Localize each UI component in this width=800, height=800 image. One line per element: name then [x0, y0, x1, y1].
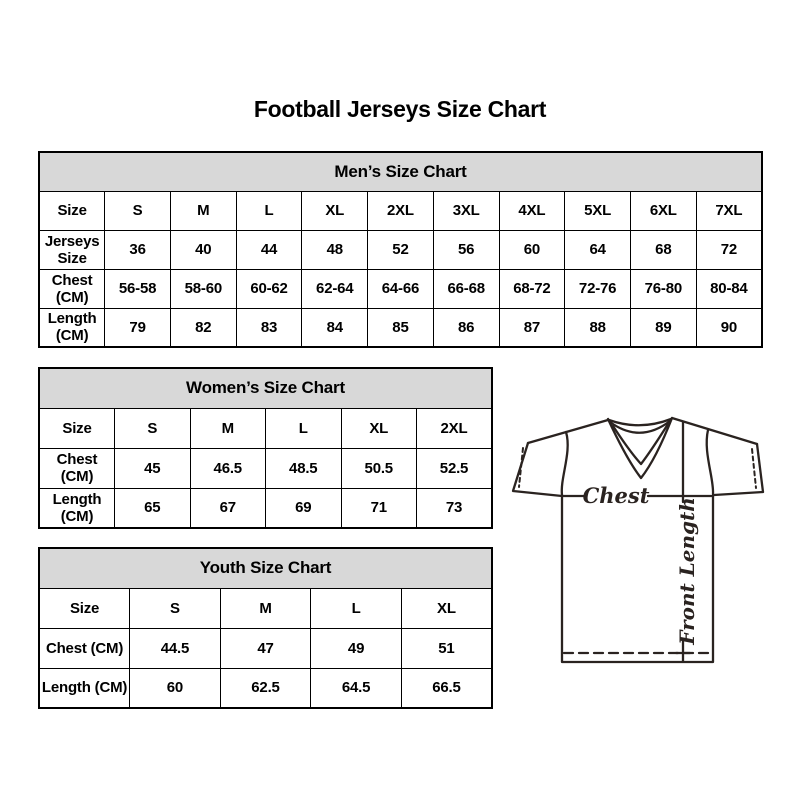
cell-value: 3XL [433, 191, 499, 230]
cell-value: 86 [433, 308, 499, 347]
cell-value: 2XL [368, 191, 434, 230]
cell-value: 64.5 [311, 668, 402, 708]
row-label: Size [39, 588, 130, 628]
table-row [39, 488, 492, 528]
cell-value: 49 [311, 628, 402, 668]
cell-value: 40 [170, 230, 236, 269]
youth-size-table [38, 547, 493, 709]
chest-label: Chest [582, 483, 650, 508]
jersey-left-armhole-seam [562, 432, 568, 495]
cell-value: 62-64 [302, 269, 368, 308]
womens-size-table [38, 367, 493, 529]
cell-value: XL [341, 408, 417, 448]
table-row [39, 230, 762, 269]
cell-value: 60 [499, 230, 565, 269]
table-row [39, 588, 492, 628]
cell-value: 82 [170, 308, 236, 347]
cell-value: S [130, 588, 221, 628]
cell-value: 88 [565, 308, 631, 347]
cell-value: 60-62 [236, 269, 302, 308]
cell-value: 52.5 [417, 448, 493, 488]
cell-value: 67 [190, 488, 266, 528]
cell-value: 71 [341, 488, 417, 528]
cell-value: 84 [302, 308, 368, 347]
cell-value: 47 [220, 628, 311, 668]
row-label: Chest (CM) [39, 269, 105, 308]
jersey-right-shoulder [672, 418, 757, 444]
row-label: Size [39, 191, 105, 230]
cell-value: 64 [565, 230, 631, 269]
table-header-row [39, 152, 762, 191]
table-row [39, 668, 492, 708]
cell-value: 83 [236, 308, 302, 347]
cell-value: S [105, 191, 171, 230]
cell-value: 79 [105, 308, 171, 347]
cell-value: 66.5 [401, 668, 492, 708]
cell-value: 62.5 [220, 668, 311, 708]
cell-value: 58-60 [170, 269, 236, 308]
cell-value: 68 [630, 230, 696, 269]
cell-value: M [170, 191, 236, 230]
size-table [38, 151, 763, 348]
table-row [39, 448, 492, 488]
table-header: Youth Size Chart [39, 548, 492, 588]
cell-value: 48.5 [266, 448, 342, 488]
row-label: Jerseys Size [39, 230, 105, 269]
row-label: Size [39, 408, 115, 448]
jersey-collar-arc-1 [609, 419, 671, 425]
cell-value: 46.5 [190, 448, 266, 488]
cell-value: 36 [105, 230, 171, 269]
cell-value: 69 [266, 488, 342, 528]
cell-value: 50.5 [341, 448, 417, 488]
cell-value: 56 [433, 230, 499, 269]
table-row [39, 191, 762, 230]
jersey-measurement-diagram [505, 405, 770, 670]
table-header-row [39, 368, 492, 408]
cell-value: 72 [696, 230, 762, 269]
table-row [39, 308, 762, 347]
cell-value: 7XL [696, 191, 762, 230]
cell-value: 56-58 [105, 269, 171, 308]
cell-value: XL [401, 588, 492, 628]
row-label: Length (CM) [39, 668, 130, 708]
cell-value: 73 [417, 488, 493, 528]
cell-value: 51 [401, 628, 492, 668]
cell-value: 76-80 [630, 269, 696, 308]
cell-value: 66-68 [433, 269, 499, 308]
cell-value: 52 [368, 230, 434, 269]
cell-value: L [236, 191, 302, 230]
cell-value: M [220, 588, 311, 628]
cell-value: 87 [499, 308, 565, 347]
row-label: Chest (CM) [39, 628, 130, 668]
table-row [39, 269, 762, 308]
cell-value: S [115, 408, 191, 448]
table-row [39, 408, 492, 448]
cell-value: 5XL [565, 191, 631, 230]
page-title: Football Jerseys Size Chart [253, 96, 547, 122]
row-label: Length (CM) [39, 488, 115, 528]
cell-value: 80-84 [696, 269, 762, 308]
cell-value: 44.5 [130, 628, 221, 668]
cell-value: 4XL [499, 191, 565, 230]
cell-value: L [266, 408, 342, 448]
table-header: Men’s Size Chart [39, 152, 762, 191]
cell-value: 60 [130, 668, 221, 708]
cell-value: 2XL [417, 408, 493, 448]
cell-value: 65 [115, 488, 191, 528]
cell-value: 85 [368, 308, 434, 347]
jersey-right-cuff-stitch [752, 449, 756, 488]
cell-value: 48 [302, 230, 368, 269]
size-table [38, 547, 493, 709]
cell-value: 44 [236, 230, 302, 269]
cell-value: 68-72 [499, 269, 565, 308]
cell-value: L [311, 588, 402, 628]
row-label: Chest (CM) [39, 448, 115, 488]
mens-size-table [38, 151, 763, 348]
cell-value: M [190, 408, 266, 448]
row-label: Length (CM) [39, 308, 105, 347]
front-length-label: Front Length [675, 497, 699, 645]
table-row [39, 628, 492, 668]
table-header: Women’s Size Chart [39, 368, 492, 408]
jersey-right-armhole-seam [707, 430, 713, 494]
cell-value: 90 [696, 308, 762, 347]
cell-value: 45 [115, 448, 191, 488]
cell-value: 64-66 [368, 269, 434, 308]
cell-value: XL [302, 191, 368, 230]
table-header-row [39, 548, 492, 588]
cell-value: 72-76 [565, 269, 631, 308]
cell-value: 6XL [630, 191, 696, 230]
size-table [38, 367, 493, 529]
cell-value: 89 [630, 308, 696, 347]
